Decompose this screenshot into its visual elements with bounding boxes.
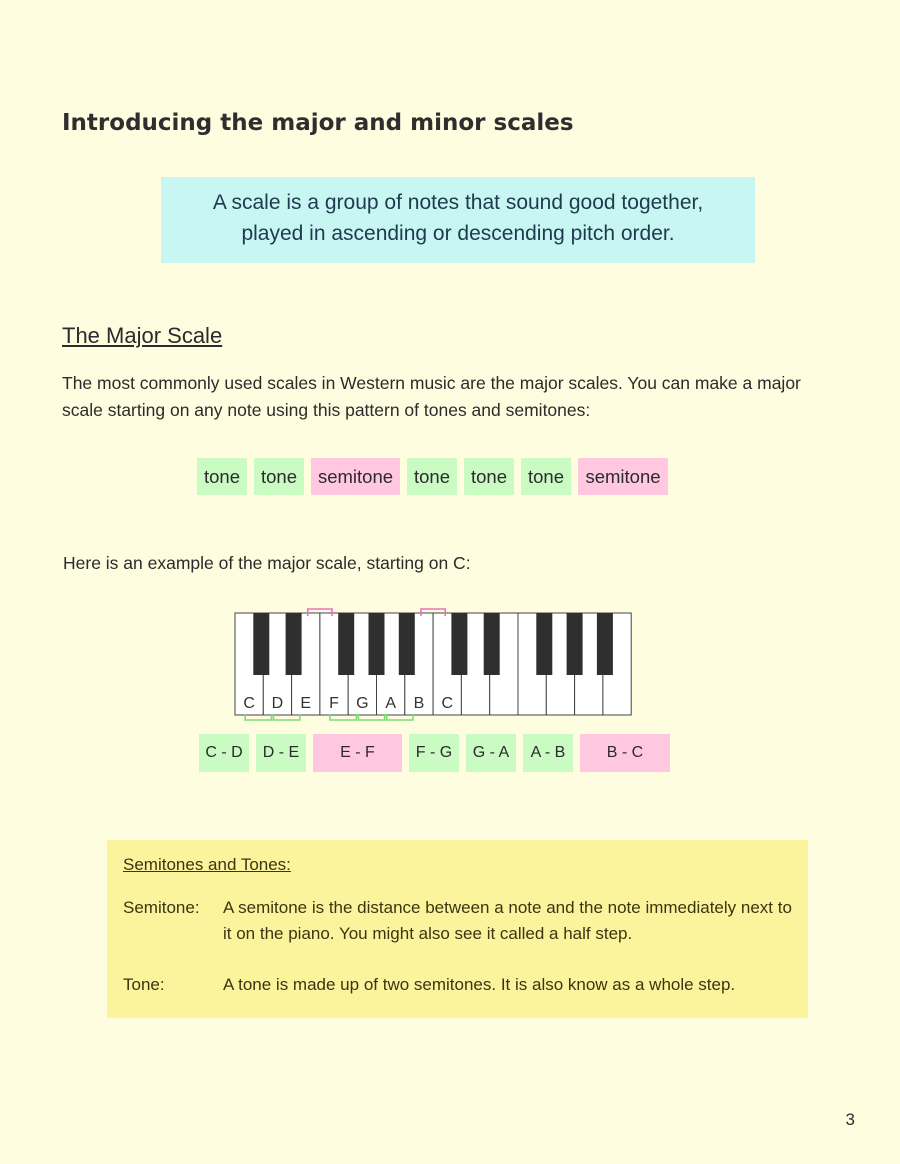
- semitone-definition: A semitone is the distance between a note and the note immediately next to it on the piano. You might also see it called a half step.: [223, 898, 792, 943]
- pattern-chip-tone: tone: [197, 458, 247, 495]
- tone-term: Tone:: [123, 975, 165, 994]
- black-key: [567, 613, 583, 675]
- definition-line-1: A scale is a group of notes that sound good together,: [212, 191, 704, 214]
- black-key: [369, 613, 385, 675]
- interval-chip: E - F: [313, 734, 402, 772]
- interval-chip: F - G: [409, 734, 459, 772]
- note-label: F: [329, 695, 339, 712]
- note-label: B: [413, 695, 425, 712]
- example-text: Here is an example of the major scale, starting on C:: [63, 553, 471, 573]
- definition-line-2: played in ascending or descending pitch order.: [241, 222, 675, 245]
- page-number: 3: [845, 1110, 855, 1129]
- interval-chip: C - D: [199, 734, 249, 772]
- piano-keyboard: [230, 603, 640, 723]
- interval-chip: D - E: [256, 734, 306, 772]
- black-key: [597, 613, 613, 675]
- black-key: [484, 613, 500, 675]
- note-label: G: [356, 695, 369, 712]
- pattern-chip-semitone: semitone: [311, 458, 400, 495]
- major-scale-intro: The most commonly used scales in Western music are the major scales. You can make a major scale starting on any note using this pattern of tones and semitones:: [62, 373, 801, 420]
- pattern-chip-tone: tone: [254, 458, 304, 495]
- black-key: [338, 613, 354, 675]
- major-scale-heading: The Major Scale: [62, 323, 223, 348]
- black-key: [286, 613, 302, 675]
- black-key: [399, 613, 415, 675]
- info-box-title: Semitones and Tones:: [123, 855, 291, 874]
- interval-row: [199, 734, 670, 772]
- tone-definition: A tone is made up of two semitones. It is also know as a whole step.: [223, 975, 736, 994]
- semitone-term: Semitone:: [123, 898, 200, 917]
- pattern-chip-semitone: semitone: [578, 458, 668, 495]
- page-title: Introducing the major and minor scales: [62, 110, 574, 136]
- scale-pattern: [197, 458, 668, 495]
- interval-chip: A - B: [523, 734, 573, 772]
- pattern-chip-tone: tone: [521, 458, 571, 495]
- black-key: [536, 613, 552, 675]
- interval-chip: B - C: [580, 734, 670, 772]
- black-key: [253, 613, 269, 675]
- note-label: A: [385, 695, 396, 712]
- note-label: E: [300, 695, 312, 712]
- tone-definition-row: [123, 972, 792, 998]
- note-label: C: [243, 695, 255, 712]
- interval-chip: G - A: [466, 734, 516, 772]
- semitone-definition-row: [123, 895, 792, 947]
- note-label: D: [271, 695, 284, 712]
- semitones-tones-box: [107, 840, 808, 1018]
- note-label: C: [441, 695, 454, 712]
- pattern-chip-tone: tone: [407, 458, 457, 495]
- definition-box: [161, 177, 755, 263]
- black-key: [451, 613, 467, 675]
- pattern-chip-tone: tone: [464, 458, 514, 495]
